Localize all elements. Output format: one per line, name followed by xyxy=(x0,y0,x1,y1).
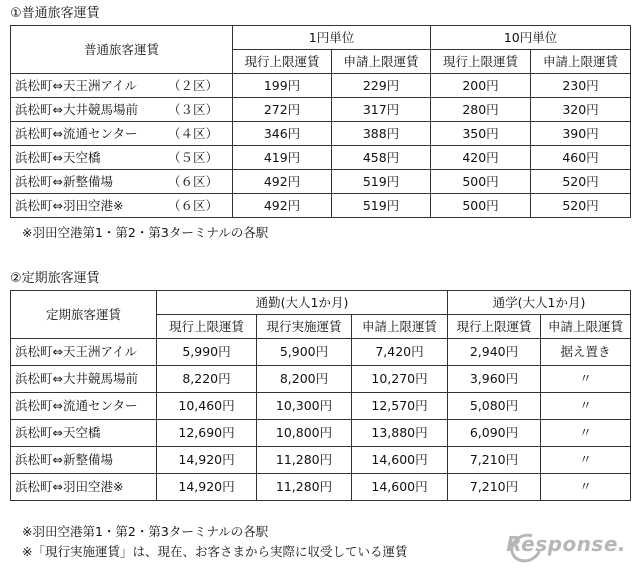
unit-10yen-header: 10円単位 xyxy=(431,26,631,50)
section1-title: ①普通旅客運賃 xyxy=(10,6,100,21)
fare-cell: 12,690円 xyxy=(157,420,257,447)
section1-note: ※羽田空港第1・第2・第3ターミナルの各駅 xyxy=(22,225,269,240)
ordinary-fare-header: 普通旅客運賃 xyxy=(11,26,233,74)
table-row xyxy=(11,146,631,170)
table-row xyxy=(11,420,631,447)
route-label: 浜松町⇔天王洲アイル xyxy=(11,339,157,366)
fare-cell: 14,600円 xyxy=(352,474,448,501)
fare-cell: 14,920円 xyxy=(157,474,257,501)
zone-label: （２区） xyxy=(167,77,218,93)
zone-label: （６区） xyxy=(167,173,218,189)
fare-cell: 460円 xyxy=(531,146,631,170)
fare-cell: 据え置き xyxy=(541,339,631,366)
fare-cell: 420円 xyxy=(431,146,531,170)
fare-cell: 6,090円 xyxy=(448,420,541,447)
fare-cell: 519円 xyxy=(332,194,431,218)
response-logo-text: Response. xyxy=(506,532,626,556)
fare-cell: 8,200円 xyxy=(257,366,352,393)
fare-cell: 492円 xyxy=(233,194,332,218)
fare-cell: 5,990円 xyxy=(157,339,257,366)
fare-cell: 492円 xyxy=(233,170,332,194)
fare-cell: 200円 xyxy=(431,74,531,98)
zone-label: （６区） xyxy=(167,197,218,213)
unit-1yen-header: 1円単位 xyxy=(233,26,431,50)
table-row xyxy=(11,170,631,194)
fare-cell: 2,940円 xyxy=(448,339,541,366)
route-label: 浜松町⇔大井競馬場前 xyxy=(11,366,157,393)
fare-cell: 229円 xyxy=(332,74,431,98)
fare-cell: 320円 xyxy=(531,98,631,122)
section2-note-fare-definition: ※「現行実施運賃」は、現在、お客さまから実際に収受している運賃 xyxy=(22,544,408,559)
fare-cell: 520円 xyxy=(531,194,631,218)
route-label: 浜松町⇔天空橋 xyxy=(11,420,157,447)
fare-cell: 14,920円 xyxy=(157,447,257,474)
col-header: 申請上限運賃 xyxy=(541,315,631,339)
fare-cell: 350円 xyxy=(431,122,531,146)
table-row xyxy=(11,74,631,98)
fare-cell: 12,570円 xyxy=(352,393,448,420)
fare-cell: 10,270円 xyxy=(352,366,448,393)
fare-cell: 5,900円 xyxy=(257,339,352,366)
col-header: 申請上限運賃 xyxy=(332,50,431,74)
fare-cell: 317円 xyxy=(332,98,431,122)
fare-cell: 8,220円 xyxy=(157,366,257,393)
fare-cell: 10,300円 xyxy=(257,393,352,420)
school-group-header: 通学(大人1か月) xyxy=(448,291,631,315)
table-row xyxy=(11,366,631,393)
fare-cell: 272円 xyxy=(233,98,332,122)
fare-cell: 11,280円 xyxy=(257,447,352,474)
zone-label: （３区） xyxy=(167,101,218,117)
fare-cell: 10,800円 xyxy=(257,420,352,447)
table-row xyxy=(11,447,631,474)
fare-cell: 〃 xyxy=(541,366,631,393)
route-label: 浜松町⇔流通センター xyxy=(11,393,157,420)
fare-cell: 10,460円 xyxy=(157,393,257,420)
fare-cell: 419円 xyxy=(233,146,332,170)
fare-cell: 7,210円 xyxy=(448,474,541,501)
route-label: 浜松町⇔羽田空港※ xyxy=(15,197,124,213)
fare-cell: 〃 xyxy=(541,474,631,501)
col-header: 現行実施運賃 xyxy=(257,315,352,339)
section2-title: ②定期旅客運賃 xyxy=(10,271,100,286)
fare-cell: 5,080円 xyxy=(448,393,541,420)
section2-note-terminals: ※羽田空港第1・第2・第3ターミナルの各駅 xyxy=(22,524,269,539)
fare-cell: 14,600円 xyxy=(352,447,448,474)
zone-label: （４区） xyxy=(167,125,218,141)
col-header: 現行上限運賃 xyxy=(157,315,257,339)
zone-label: （５区） xyxy=(167,149,218,165)
fare-cell: 〃 xyxy=(541,447,631,474)
col-header: 現行上限運賃 xyxy=(431,50,531,74)
table-row xyxy=(11,339,631,366)
fare-cell: 7,210円 xyxy=(448,447,541,474)
fare-cell: 13,880円 xyxy=(352,420,448,447)
fare-cell: 390円 xyxy=(531,122,631,146)
fare-cell: 388円 xyxy=(332,122,431,146)
ordinary-fare-table xyxy=(10,25,631,218)
fare-cell: 11,280円 xyxy=(257,474,352,501)
table-row xyxy=(11,122,631,146)
fare-cell: 280円 xyxy=(431,98,531,122)
commuter-pass-table xyxy=(10,290,631,501)
col-header: 申請上限運賃 xyxy=(531,50,631,74)
route-label: 浜松町⇔流通センター xyxy=(15,125,138,141)
route-label: 浜松町⇔天王洲アイル xyxy=(15,77,137,93)
col-header: 現行上限運賃 xyxy=(233,50,332,74)
commute-group-header: 通勤(大人1か月) xyxy=(157,291,448,315)
response-logo xyxy=(506,530,626,560)
col-header: 申請上限運賃 xyxy=(352,315,448,339)
fare-cell: 519円 xyxy=(332,170,431,194)
route-label: 浜松町⇔天空橋 xyxy=(15,149,101,165)
table-row xyxy=(11,474,631,501)
route-label: 浜松町⇔新整備場 xyxy=(15,173,113,189)
table-row xyxy=(11,98,631,122)
fare-cell: 〃 xyxy=(541,420,631,447)
commuter-fare-header: 定期旅客運賃 xyxy=(11,291,157,339)
fare-cell: 230円 xyxy=(531,74,631,98)
fare-cell: 3,960円 xyxy=(448,366,541,393)
table-row xyxy=(11,393,631,420)
route-label: 浜松町⇔大井競馬場前 xyxy=(15,101,138,117)
col-header: 現行上限運賃 xyxy=(448,315,541,339)
fare-cell: 520円 xyxy=(531,170,631,194)
fare-cell: 346円 xyxy=(233,122,332,146)
fare-cell: 500円 xyxy=(431,170,531,194)
fare-cell: 500円 xyxy=(431,194,531,218)
fare-cell: 199円 xyxy=(233,74,332,98)
fare-cell: 458円 xyxy=(332,146,431,170)
fare-cell: 7,420円 xyxy=(352,339,448,366)
table-row xyxy=(11,194,631,218)
fare-cell: 〃 xyxy=(541,393,631,420)
route-label: 浜松町⇔羽田空港※ xyxy=(11,474,157,501)
route-label: 浜松町⇔新整備場 xyxy=(11,447,157,474)
